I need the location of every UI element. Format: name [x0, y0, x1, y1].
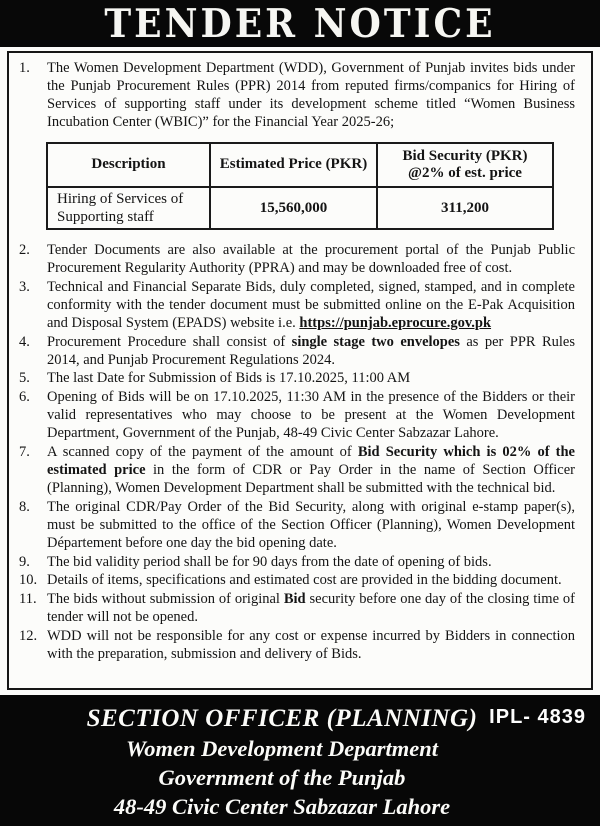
item-number: 2.	[19, 242, 30, 259]
table-row	[47, 187, 553, 229]
text-segment: as per PPR Rules 2014, and Punjab Procurement Regulations 2024.	[47, 333, 576, 368]
text-segment: Bid	[283, 591, 306, 608]
item-number: 10.	[19, 572, 38, 589]
item-text	[47, 628, 575, 664]
notice-item	[19, 334, 575, 370]
notice-item	[19, 389, 575, 443]
item-number: 12.	[19, 628, 38, 645]
text-segment: The original CDR/Pay Order of the Bid Security, along with original e-stamp paper(s), must be submitted to the office of the Section Officer (Planning), Women Development Département before one day the bid opening date.	[47, 498, 575, 551]
item-text	[47, 334, 575, 370]
notice-title: TENDER NOTICE	[104, 0, 496, 47]
table-header-cell: Description	[47, 143, 210, 188]
notice-items-top	[19, 60, 575, 132]
text-segment: The last Date for Submission of Bids is 17.10.2025, 11:00 AM	[47, 370, 411, 387]
notice-item	[19, 370, 575, 388]
signature-block	[0, 704, 564, 821]
item-number: 9.	[19, 553, 30, 570]
ipl-code: IPL- 4839	[489, 706, 586, 728]
item-text	[47, 279, 575, 333]
notice-item	[19, 279, 575, 333]
value-cell: 15,560,000	[210, 187, 377, 229]
text-segment: Details of items, specifications and estimated cost are provided in the bidding document.	[47, 572, 562, 589]
description-cell: Hiring of Services of Supporting staff	[47, 187, 210, 229]
item-number: 6.	[19, 389, 30, 406]
item-number: 11.	[19, 591, 37, 608]
notice-body	[0, 47, 600, 695]
notice-frame	[7, 51, 593, 690]
text-segment: Bid Security which is 02% of the estimated price	[47, 444, 575, 478]
table-header-cell: Estimated Price (PKR)	[210, 143, 377, 188]
item-number: 3.	[19, 278, 30, 295]
item-number: 8.	[19, 498, 30, 515]
department-line: Women Development Department	[125, 736, 439, 761]
notice-item	[19, 242, 575, 278]
notice-item	[19, 572, 575, 590]
item-number: 7.	[19, 444, 30, 461]
text-segment: security before one day of the closing time of tender will not be opened.	[47, 591, 575, 626]
item-text	[47, 389, 575, 443]
header-band	[0, 0, 600, 47]
item-number: 1.	[19, 60, 30, 76]
notice-item	[19, 444, 575, 498]
notice-item	[19, 628, 575, 664]
text-segment: in the form of CDR or Pay Order in the name of Section Officer (Planning), Women Development Department shall be submitted with the technical bid.	[47, 462, 575, 496]
item-number: 4.	[19, 333, 30, 350]
item-text	[47, 591, 575, 627]
text-segment: Procurement Procedure shall consist of	[47, 333, 292, 350]
notice-item	[19, 499, 575, 553]
item-text	[47, 554, 575, 572]
item-number: 5.	[19, 370, 30, 387]
table-header-row	[47, 143, 553, 188]
item-text	[47, 60, 575, 132]
table-body	[47, 187, 553, 229]
government-line: Government of the Punjab	[158, 765, 406, 790]
eprocure-link[interactable]: https://punjab.eprocure.gov.pk	[299, 314, 492, 331]
item-text	[47, 572, 575, 590]
text-segment: Opening of Bids will be on 17.10.2025, 11:30 AM in the presence of the Bidders or their valid representatives who may choose to be present at the Women Development Department, Government of the Punjab, 48-49 Civic Center Sabzazar Lahore.	[47, 389, 575, 442]
tender-table	[46, 142, 554, 231]
text-segment: Tender Documents are also available at the procurement portal of the Punjab Public Procurement Regularity Authority (PPRA) and may be downloaded free of cost.	[47, 242, 575, 277]
text-segment: The bid validity period shall be for 90 days from the date of opening of bids.	[47, 553, 492, 570]
text-segment: The bids without submission of original	[47, 591, 284, 608]
notice-item	[19, 554, 575, 572]
notice-items-rest	[19, 242, 575, 664]
notice-item	[19, 60, 575, 132]
item-text	[47, 370, 575, 388]
item-text	[47, 444, 575, 498]
address-line: 48-49 Civic Center Sabzazar Lahore	[113, 794, 451, 819]
text-segment: single stage two envelopes	[291, 333, 460, 350]
text-segment: The Women Development Department (WDD), Government of Punjab invites bids under the Punjab Procurement Rules (PPR) 2014 from reputed firms/companics for Hiring of Services of supporting staff under its development scheme titled “Women Business Incubation Center (WBIC)” for the Financial Year 2025-26;	[47, 60, 575, 130]
value-cell: 311,200	[377, 187, 553, 229]
table-header-cell: Bid Security (PKR) @2% of est. price	[377, 143, 553, 188]
text-segment: Technical and Financial Separate Bids, duly completed, signed, stamped, and in complete conformity with the tender document must be submitted online on the E-Pak Acquisition and Disposal System (EPADS) website i.e.	[47, 278, 575, 331]
notice-item	[19, 591, 575, 627]
item-text	[47, 499, 575, 553]
text-segment: WDD will not be responsible for any cost or expense incurred by Bidders in connection with the preparation, submission and delivery of Bids.	[47, 628, 575, 663]
text-segment: A scanned copy of the payment of the amount of	[47, 444, 358, 461]
signatory-line: SECTION OFFICER (PLANNING)	[86, 705, 478, 732]
footer-band	[0, 695, 600, 826]
item-text	[47, 242, 575, 278]
